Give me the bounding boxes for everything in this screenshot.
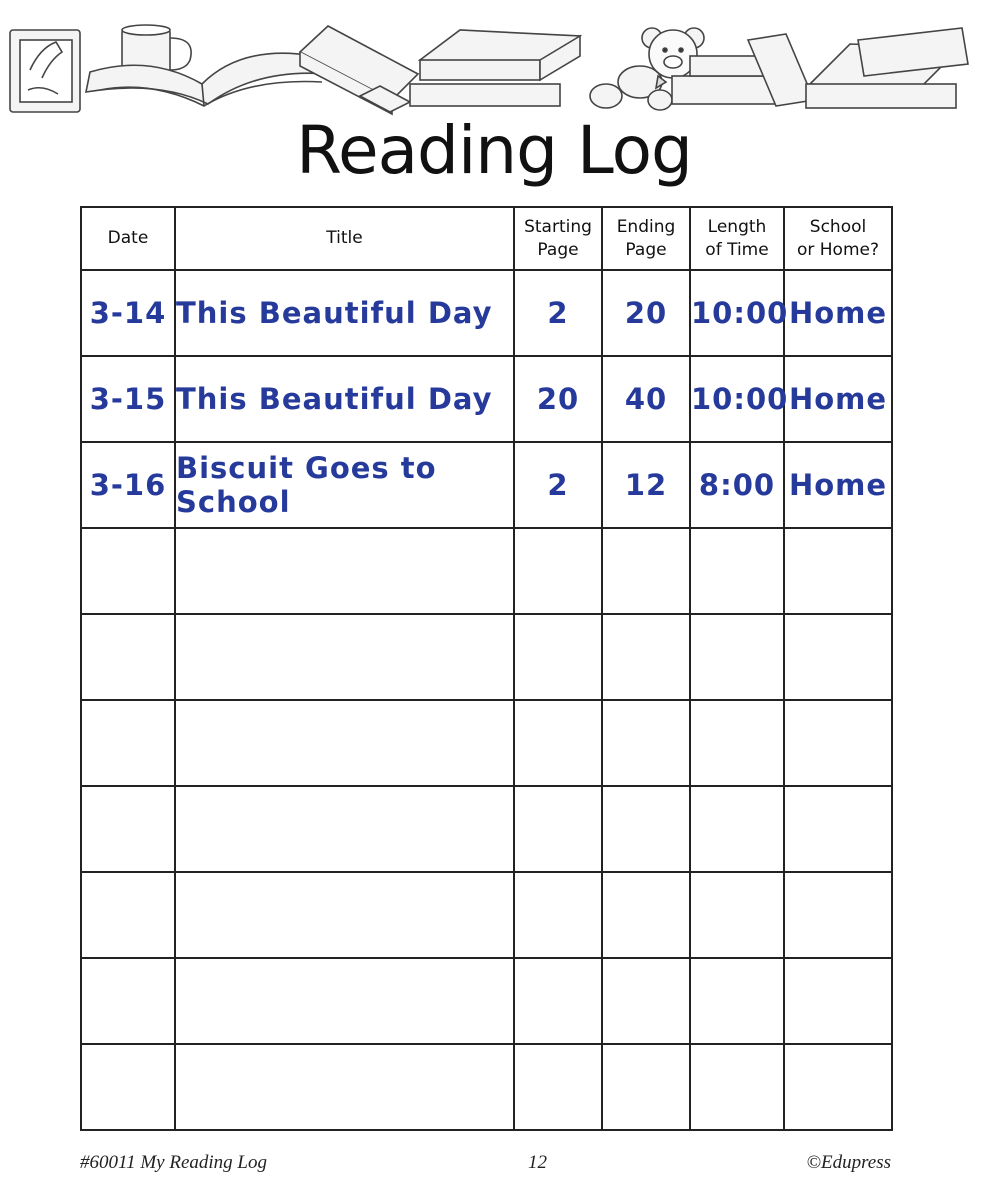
- header-row: [81, 207, 892, 270]
- cell-date[interactable]: [81, 528, 175, 614]
- cell-title[interactable]: [175, 700, 514, 786]
- cell-date[interactable]: [81, 614, 175, 700]
- cell-date-text: 3-16: [89, 468, 167, 502]
- cell-title[interactable]: [175, 1044, 514, 1130]
- cell-ending-page[interactable]: [602, 958, 690, 1044]
- cell-school-or-home-text: Home: [788, 468, 888, 502]
- table-row: [81, 1044, 892, 1130]
- cell-length-of-time[interactable]: [690, 872, 784, 958]
- cell-starting-page[interactable]: [514, 958, 602, 1044]
- cell-title[interactable]: [175, 872, 514, 958]
- cell-ending-page-text: 40: [624, 382, 668, 416]
- cell-title[interactable]: [175, 442, 514, 528]
- cell-length-of-time[interactable]: [690, 614, 784, 700]
- cell-date[interactable]: [81, 700, 175, 786]
- header-school-or-home: School or Home?: [784, 207, 892, 270]
- cell-length-of-time[interactable]: [690, 786, 784, 872]
- table-row: [81, 700, 892, 786]
- table-row: [81, 872, 892, 958]
- cell-starting-page[interactable]: [514, 1044, 602, 1130]
- cell-date[interactable]: [81, 270, 175, 356]
- cell-ending-page[interactable]: [602, 786, 690, 872]
- cell-ending-page[interactable]: [602, 442, 690, 528]
- cell-ending-page[interactable]: [602, 528, 690, 614]
- cell-school-or-home[interactable]: [784, 700, 892, 786]
- cell-school-or-home[interactable]: [784, 356, 892, 442]
- page-title: Reading Log: [296, 112, 692, 189]
- table-row: [81, 614, 892, 700]
- table-row: [81, 356, 892, 442]
- cell-length-of-time[interactable]: [690, 700, 784, 786]
- cell-date[interactable]: [81, 786, 175, 872]
- cell-title[interactable]: [175, 786, 514, 872]
- cell-school-or-home[interactable]: [784, 270, 892, 356]
- table-row: [81, 442, 892, 528]
- cell-title[interactable]: [175, 614, 514, 700]
- footer-copyright: ©Edupress: [806, 1152, 891, 1173]
- table-row: [81, 528, 892, 614]
- cell-ending-page[interactable]: [602, 270, 690, 356]
- cell-starting-page[interactable]: [514, 786, 602, 872]
- cell-starting-page[interactable]: [514, 442, 602, 528]
- cell-length-of-time[interactable]: [690, 442, 784, 528]
- cell-title-text: This Beautiful Day: [176, 296, 493, 330]
- cell-school-or-home[interactable]: [784, 528, 892, 614]
- cell-date[interactable]: [81, 958, 175, 1044]
- header-title: Title: [175, 207, 514, 270]
- header-length-of-time: Length of Time: [690, 207, 784, 270]
- books-banner-illustration: [0, 0, 988, 120]
- cell-length-of-time[interactable]: [690, 356, 789, 442]
- header-date: Date: [81, 207, 175, 270]
- cell-date[interactable]: [81, 1044, 175, 1130]
- cell-length-of-time[interactable]: [690, 1044, 784, 1130]
- cell-title-text: This Beautiful Day: [176, 382, 493, 416]
- cell-school-or-home[interactable]: [784, 442, 892, 528]
- book-stack-icon: [300, 26, 418, 114]
- cell-length-of-time[interactable]: [690, 270, 789, 356]
- cell-length-of-time-text: 10:00: [691, 382, 789, 416]
- cell-ending-page-text: 12: [624, 468, 668, 502]
- footer-page-number: 12: [528, 1152, 547, 1173]
- cell-starting-page[interactable]: [514, 528, 602, 614]
- cell-starting-page[interactable]: [514, 270, 602, 356]
- cell-ending-page[interactable]: [602, 700, 690, 786]
- cell-title[interactable]: [175, 270, 514, 356]
- cell-starting-page-text: 20: [536, 382, 580, 416]
- cell-length-of-time-text: 8:00: [698, 468, 776, 502]
- cell-school-or-home[interactable]: [784, 872, 892, 958]
- cell-title-text: Biscuit Goes to School: [176, 451, 437, 519]
- cell-ending-page[interactable]: [602, 1044, 690, 1130]
- cell-date-text: 3-14: [89, 296, 167, 330]
- cell-starting-page[interactable]: [514, 356, 602, 442]
- header-ending-page: Ending Page: [602, 207, 690, 270]
- cell-ending-page[interactable]: [602, 614, 690, 700]
- cell-length-of-time[interactable]: [690, 528, 784, 614]
- cell-date[interactable]: [81, 442, 175, 528]
- horizontal-books-icon: [410, 30, 580, 106]
- cell-ending-page[interactable]: [602, 872, 690, 958]
- cell-title[interactable]: [175, 356, 514, 442]
- framed-picture-icon: [10, 30, 80, 112]
- table-row: [81, 786, 892, 872]
- cell-title[interactable]: [175, 958, 514, 1044]
- cell-school-or-home[interactable]: [784, 614, 892, 700]
- cell-school-or-home[interactable]: [784, 1044, 892, 1130]
- cell-date[interactable]: [81, 872, 175, 958]
- cell-starting-page[interactable]: [514, 614, 602, 700]
- far-right-books-icon: [806, 28, 968, 108]
- footer-book-id: #60011 My Reading Log: [80, 1152, 267, 1173]
- cell-ending-page[interactable]: [602, 356, 690, 442]
- cell-length-of-time[interactable]: [690, 958, 784, 1044]
- cell-date[interactable]: [81, 356, 175, 442]
- table-row: [81, 270, 892, 356]
- cell-school-or-home-text: Home: [788, 296, 888, 330]
- cell-starting-page-text: 2: [547, 468, 569, 502]
- cell-length-of-time-text: 10:00: [691, 296, 789, 330]
- cell-starting-page-text: 2: [547, 296, 569, 330]
- header-starting-page: Starting Page: [514, 207, 602, 270]
- cell-title[interactable]: [175, 528, 514, 614]
- reading-log-table: [80, 206, 893, 1131]
- cell-school-or-home[interactable]: [784, 958, 892, 1044]
- cell-starting-page[interactable]: [514, 872, 602, 958]
- cell-date-text: 3-15: [89, 382, 167, 416]
- cell-starting-page[interactable]: [514, 700, 602, 786]
- cell-school-or-home-text: Home: [788, 382, 888, 416]
- cell-school-or-home[interactable]: [784, 786, 892, 872]
- table-row: [81, 958, 892, 1044]
- cell-ending-page-text: 20: [624, 296, 668, 330]
